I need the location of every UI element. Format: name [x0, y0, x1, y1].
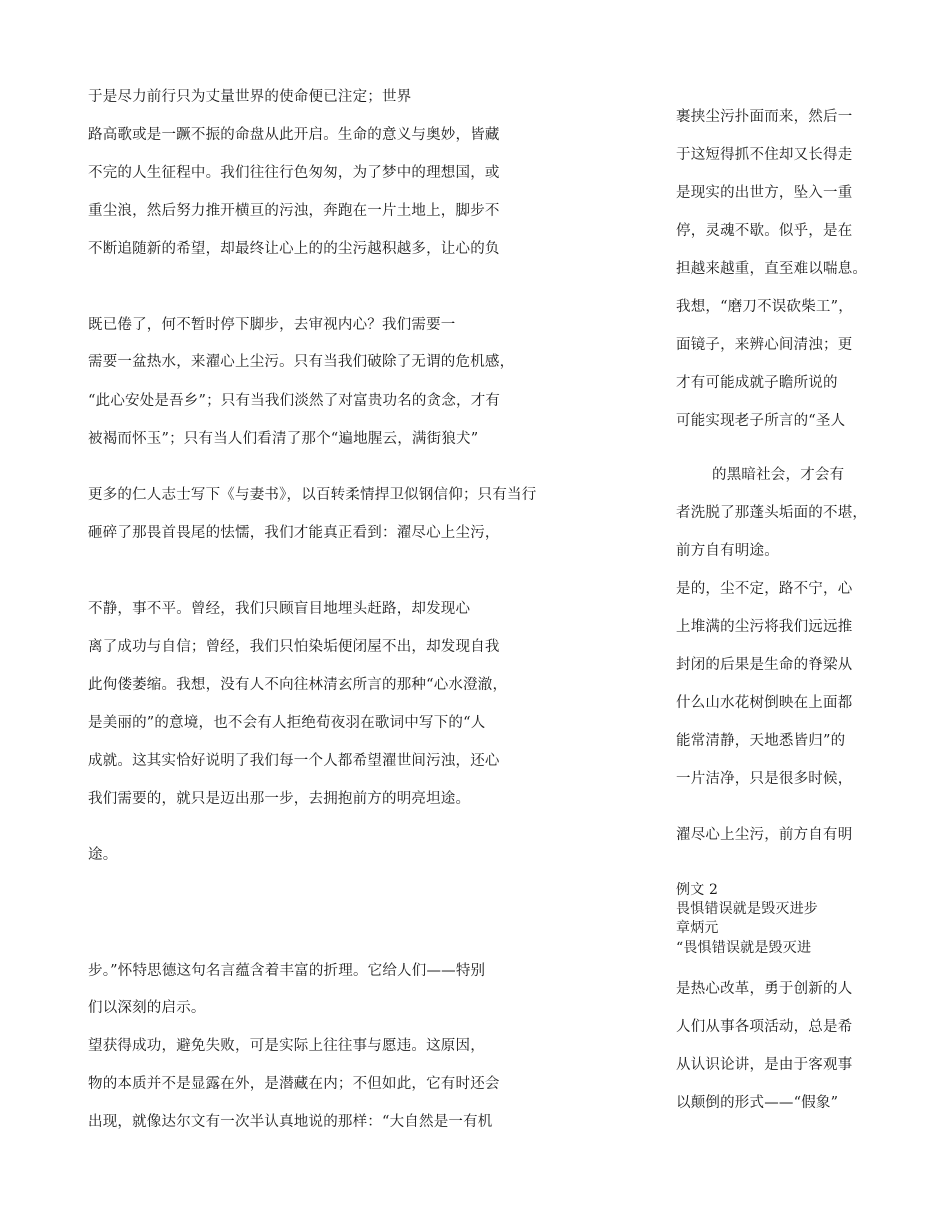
text-line: 于这短得抓不住却又长得走: [676, 147, 853, 163]
text-line: 裹挟尘污扑面而来，然后一: [676, 109, 853, 125]
text-line: 是美丽的”的意境，也不会有人拒绝荀夜羽在歌词中写下的“人: [88, 715, 486, 731]
text-line: 需要一盆热水，来濯心上尘污。只有当我们破除了无谓的危机感，: [88, 354, 515, 370]
text-line: 不完的人生征程中。我们往往行色匆匆，为了梦中的理想国，或: [88, 165, 500, 181]
text-line: 出现，就像达尔文有一次半认真地说的那样：“大自然是一有机: [88, 1114, 493, 1130]
text-line: 砸碎了那畏首畏尾的怯懦，我们才能真正看到：濯尽心上尘污，: [88, 525, 500, 541]
text-line: 面镜子，来辨心间清浊；更: [676, 337, 853, 353]
text-line: 途。: [88, 847, 118, 863]
text-line: 以颠倒的形式——“假象”: [676, 1095, 839, 1111]
text-line: 是的，尘不定，路不宁，心: [676, 581, 853, 597]
text-line: 既已倦了，何不暂时停下脚步，去审视内心？我们需要一: [88, 317, 456, 333]
text-line: 濯尽心上尘污，前方自有明: [676, 827, 853, 843]
text-line: 是现实的出世方，坠入一重: [676, 185, 853, 201]
text-line-indented: 的黑暗社会，才会有: [712, 467, 845, 483]
text-line: 什么山水花树倒映在上面都: [676, 695, 853, 711]
text-line: 上堆满的尘污将我们远远推: [676, 619, 853, 635]
text-line: 不断追随新的希望，却最终让心上的的尘污越积越多，让心的负: [88, 241, 500, 257]
text-line: 更多的仁人志士写下《与妻书》，以百转柔情捍卫似钢信仰；只有当行: [88, 487, 537, 503]
text-line: 能常清静，天地悉皆归”的: [676, 733, 846, 749]
text-line: 重尘浪，然后努力推开横亘的污浊，奔跑在一片土地上，脚步不: [88, 203, 500, 219]
text-line: 人们从事各项活动，总是希: [676, 1019, 853, 1035]
text-line: 不静，事不平。曾经，我们只顾盲目地埋头赶路，却发现心: [88, 601, 471, 617]
text-line: 前方自有明途。: [676, 543, 779, 559]
text-line: 们以深刻的启示。: [88, 1000, 206, 1016]
text-line: 我们需要的，就只是迈出那一步，去拥抱前方的明亮坦途。: [88, 791, 471, 807]
text-line: 物的本质并不是显露在外，是潜藏在内；不但如此，它有时还会: [88, 1076, 500, 1092]
text-line: 是热心改革，勇于创新的人: [676, 981, 853, 997]
text-line: 才有可能成就子瞻所说的: [676, 375, 838, 391]
text-line: 离了成功与自信；曾经，我们只怕染垢便闭屋不出，却发现自我: [88, 639, 500, 655]
text-line: 被褐而怀玉”；只有当人们看清了那个“遍地腥云，满街狼犬”: [88, 431, 479, 447]
text-line: 可能实现老子所言的“圣人: [676, 413, 846, 429]
text-line: 于是尽力前行只为丈量世界的使命便已注定；世界: [88, 89, 412, 105]
example-line: 章炳元: [676, 920, 719, 936]
text-line: 路高歌或是一蹶不振的命盘从此开启。生命的意义与奥妙，皆藏: [88, 127, 500, 143]
example-line: 例文 2: [676, 882, 719, 898]
text-line: 步。”怀特思德这句名言蕴含着丰富的折理。它给人们——特别: [88, 963, 486, 979]
text-line: 者洗脱了那蓬头垢面的不堪，: [676, 505, 868, 521]
text-line: 担越来越重，直至难以喘息。: [676, 261, 868, 277]
text-line: 成就。这其实恰好说明了我们每一个人都希望濯世间污浊，还心: [88, 753, 500, 769]
text-line: 此佝偻萎缩。我想，没有人不向往林清玄所言的那种“心水澄澈，: [88, 677, 508, 693]
text-line: 封闭的后果是生命的脊梁从: [676, 657, 853, 673]
text-line: 从认识论讲，是由于客观事: [676, 1057, 853, 1073]
text-line: 我想，“磨刀不误砍柴工”，: [676, 299, 853, 315]
example-line: “畏惧错误就是毁灭进: [676, 940, 812, 956]
text-line: “此心安处是吾乡”；只有当我们淡然了对富贵功名的贪念，才有: [88, 393, 501, 409]
example-line: 畏惧错误就是毁灭进步: [676, 901, 818, 917]
text-line: 一片洁净，只是很多时候，: [676, 771, 853, 787]
text-line: 望获得成功，避免失败，可是实际上往往事与愿违。这原因，: [88, 1038, 485, 1054]
text-line: 停，灵魂不歇。似乎，是在: [676, 223, 853, 239]
